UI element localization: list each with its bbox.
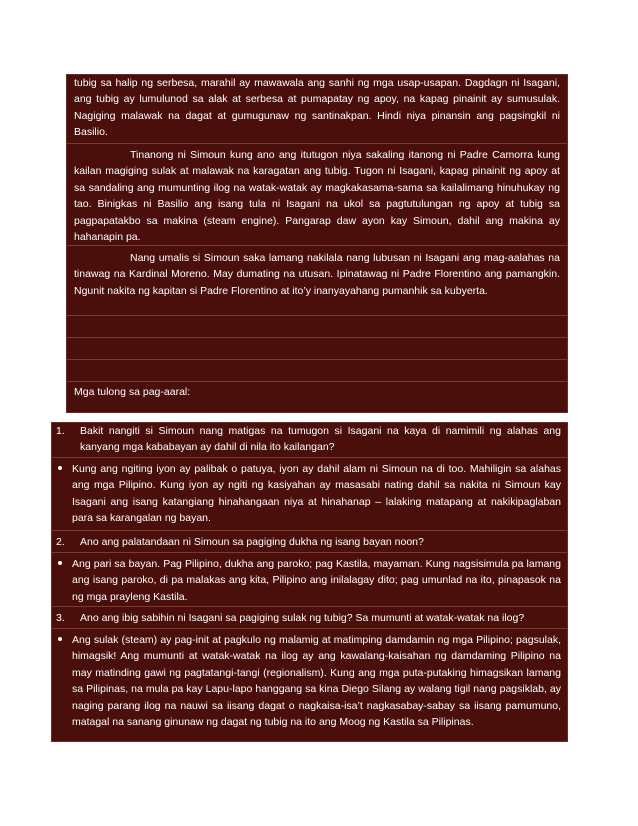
empty-row <box>67 315 567 338</box>
passage-row <box>67 75 567 143</box>
answer-text: Ang sulak (steam) ay pag-init at pagkulo ng malamig at matimping damdamin ng mga Pilipino; pagsulak, himagsik! Ang mumunti at watak-watak na ilog ay ang kawalang-kaisahan ng damdaming Pilipino na may matinding gawi ng pagtatangi-tangi (regionalism). Kung ang mga puta-putaking himagsikan lamang sa Pilipinas, na mula pa kay Lapu-lapo hanggang sa kina Diego Silang ay walang tigil nang pagsiklab, ay naging parang ilog na nauwi sa iisang dagat o nagkaisa-isa’t nagkasabay-sabay sa iisang pamumuno, matagal na sanang ginunaw ng dagat ng tubig na ito ang Moog ng Kastila sa Pilipinas. <box>72 634 561 729</box>
question-number: 1. <box>56 425 65 437</box>
answer-row <box>52 552 567 607</box>
bullet-icon <box>58 561 62 565</box>
passage-row <box>67 245 567 316</box>
answer-row <box>52 628 567 742</box>
question-text: Ano ang ibig sabihin ni Isagani sa pagiging sulak ng tubig? Sa mumunti at watak-watak na ilog? <box>80 612 525 624</box>
answer-text: Ang pari sa bayan. Pag Pilipino, dukha ang paroko; pag Kastila, mayaman. Kung nagsisimula pa lamang ang isang paroko, di pa malakas ang kita, Pilipino ang inilalagay dito; pag umunlad na ito, pinapasok na ng mga prayleng Kastila. <box>72 558 561 603</box>
question-row <box>52 606 567 629</box>
qa-table <box>51 422 568 742</box>
passage-row <box>67 381 567 413</box>
bullet-icon <box>58 466 62 470</box>
study-heading: Mga tulong sa pag-aaral: <box>74 386 191 398</box>
answer-text: Kung ang ngiting iyon ay palibak o patuya, iyon ay dahil alam ni Simoun na di too. Mahiligin sa alahas ang mga Pilipino. Kung iyon ay ngiti ng kasiyahan ay masasabi nating dahil sa nakita ni Simoun kay Isagani ang isang katangiang hinahangaan niya at hinahanap – lalaking matapang at nakikipaglaban para sa karangalan ng bayan. <box>72 463 561 525</box>
paragraph-2 <box>74 147 560 245</box>
question-text: Bakit nangiti si Simoun nang matigas na tumugon si Isagani na kaya di namimili ng alahas ang kanyang mga kababayan ay dahil di nila ito kailangan? <box>80 425 561 454</box>
question-row <box>52 530 567 553</box>
question-row <box>52 423 567 457</box>
bullet-icon <box>58 637 62 641</box>
passage-row <box>67 143 567 246</box>
question-text: Ano ang palatandaan ni Simoun sa pagiging dukha ng isang bayan noon? <box>80 536 424 548</box>
question-number: 3. <box>56 612 65 624</box>
empty-row <box>67 337 567 360</box>
paragraph-2-text: Tinanong ni Simoun kung ano ang itutugon niya sakaling itanong ni Padre Camorra kung kailan magiging sulak at malawak na karagatan ang tubig. Tugon ni Isagani, kapag pinainit ng apoy at sa sandaling ang mumunting ilog na watak-watak ay magkakasama-sama sa kailalimang hinuhukay ng tao. Binigkas ni Basilio ang isang tula ni Isagani na ukol sa pagtutulungan ng apoy at tubig sa pagpapatakbo sa makina (steam engine). Pangarap daw ayon kay Simoun, dahil ang makina ay hahanapin pa. <box>74 149 560 244</box>
question-number: 2. <box>56 536 65 548</box>
empty-row <box>67 359 567 382</box>
paragraph-1: tubig sa halip ng serbesa, marahil ay mawawala ang sanhi ng mga usap-usapan. Dagdagn ni Isagani, ang tubig ay lumulunod sa alak at serbesa at pumapatay ng apoy, na kapag pinainit ay sumusulak. Nagiging malawak na dagat at gumugunaw ng santinakpan. Hindi niya pinansin ang pagsingkil ni Basilio. <box>74 77 560 139</box>
paragraph-3 <box>74 250 560 299</box>
paragraph-3-text: Nang umalis si Simoun saka lamang nakilala nang lubusan ni Isagani ang mag-aalahas na tinawag na Kardinal Moreno. May dumating na utusan. Ipinatawag ni Padre Florentino ang pamangkin. Ngunit nakita ng kapitan si Padre Florentino at ito’y inanyayahang pumanhik sa kubyerta. <box>74 252 560 297</box>
passage-block <box>66 74 568 413</box>
answer-row <box>52 457 567 531</box>
